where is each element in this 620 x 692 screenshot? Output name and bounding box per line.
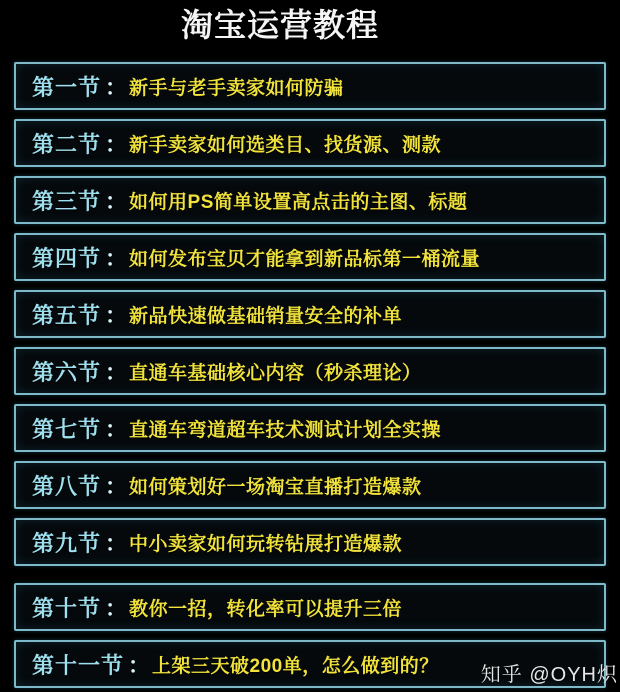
section-row-9 <box>14 518 606 566</box>
section-separator: ： <box>105 473 128 499</box>
section-row-5 <box>14 290 606 338</box>
section-number-label: 第七节 <box>32 416 102 442</box>
section-title-text: 直通车弯道超车技术测试计划全实操 <box>129 419 442 441</box>
section-title-text: 如何发布宝贝才能拿到新品标第一桶流量 <box>129 248 481 270</box>
section-title-text: 新品快速做基础销量安全的补单 <box>129 305 403 327</box>
section-row-3 <box>14 176 606 224</box>
section-number-label: 第四节 <box>32 245 102 271</box>
section-separator: ： <box>105 131 128 157</box>
section-number-label: 第一节 <box>32 74 102 100</box>
section-separator: ： <box>105 416 128 442</box>
section-separator: ： <box>128 652 151 678</box>
section-separator: ： <box>105 302 128 328</box>
section-title-text: 如何策划好一场淘宝直播打造爆款 <box>129 476 422 498</box>
section-number-label: 第二节 <box>32 131 102 157</box>
zhihu-watermark: 知乎 @OYH炽 <box>480 664 618 686</box>
section-number-label: 第五节 <box>32 302 102 328</box>
section-title-text: 新手卖家如何选类目、找货源、测款 <box>129 134 442 156</box>
section-separator: ： <box>105 530 128 556</box>
section-title-text: 教你一招，转化率可以提升三倍 <box>129 598 403 620</box>
section-separator: ： <box>105 188 128 214</box>
section-row-6 <box>14 347 606 395</box>
section-separator: ： <box>105 359 128 385</box>
section-number-label: 第六节 <box>32 359 102 385</box>
section-title-text: 如何用PS简单设置高点击的主图、标题 <box>129 191 468 213</box>
section-separator: ： <box>105 245 128 271</box>
section-number-label: 第十节 <box>32 595 102 621</box>
section-number-label: 第三节 <box>32 188 102 214</box>
section-row-7 <box>14 404 606 452</box>
section-number-label: 第八节 <box>32 473 102 499</box>
section-number-label: 第九节 <box>32 530 102 556</box>
section-list <box>14 62 606 688</box>
section-title-text: 直通车基础核心内容（秒杀理论） <box>129 362 422 384</box>
section-separator: ： <box>105 74 128 100</box>
section-title-text: 中小卖家如何玩转钻展打造爆款 <box>129 533 403 555</box>
section-row-4 <box>14 233 606 281</box>
section-row-2 <box>14 119 606 167</box>
section-number-label: 第十一节 <box>32 652 125 678</box>
section-row-1 <box>14 62 606 110</box>
section-title-text: 新手与老手卖家如何防骗 <box>129 77 344 99</box>
section-row-10 <box>14 583 606 631</box>
section-row-8 <box>14 461 606 509</box>
page-title: 淘宝运营教程 <box>180 7 379 43</box>
section-title-text: 上架三天破200单，怎么做到的？ <box>152 655 439 677</box>
section-separator: ： <box>105 595 128 621</box>
